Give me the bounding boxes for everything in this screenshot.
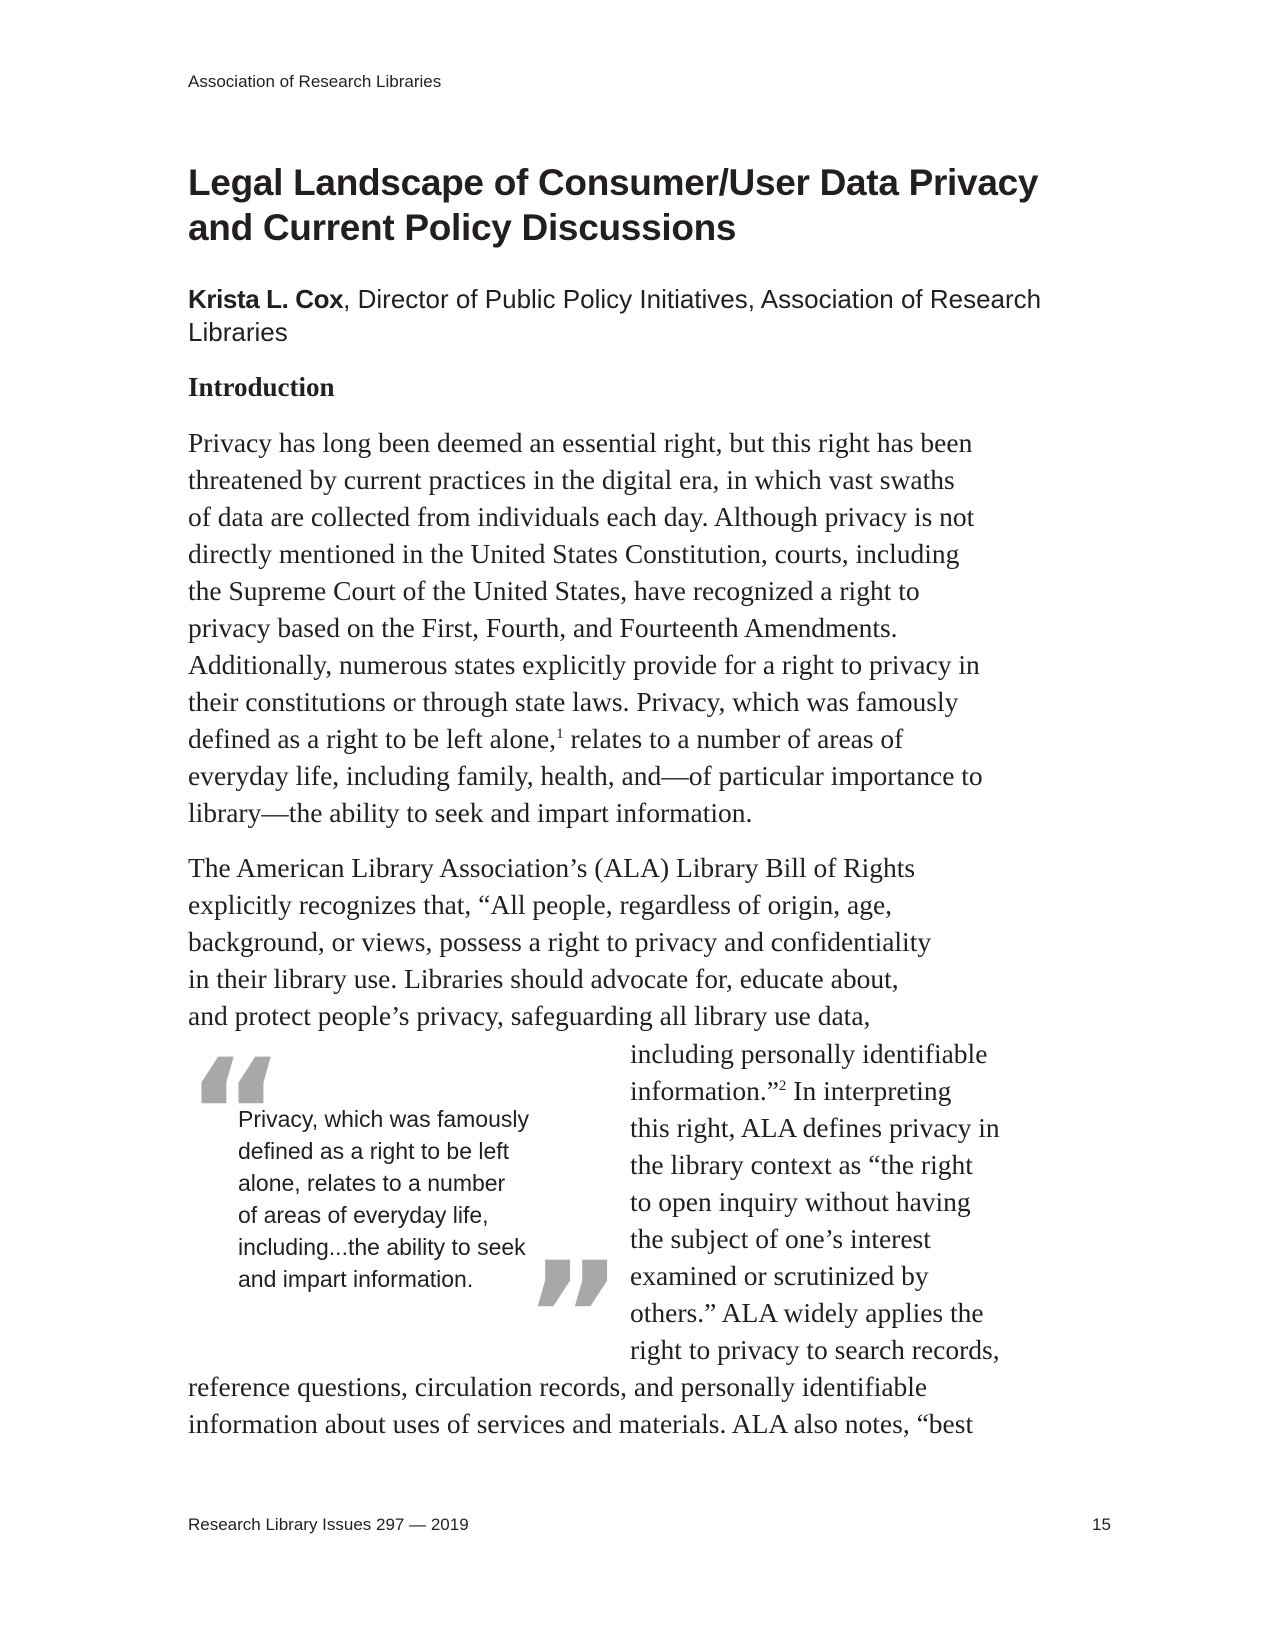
text-line xyxy=(188,720,1088,757)
page-number: 15 xyxy=(1092,1515,1111,1534)
pull-quote-line: alone, relates to a number xyxy=(238,1170,506,1196)
text-line: information about uses of services and materials. ALA also notes, “best xyxy=(188,1408,974,1439)
text-line: the Supreme Court of the United States, have recognized a right to xyxy=(188,575,920,606)
text-line: others.” ALA widely applies the xyxy=(630,1297,984,1328)
text-line: explicitly recognizes that, “All people, regardless of origin, age, xyxy=(188,889,893,920)
open-quote-icon: “ xyxy=(186,1028,275,1202)
article-title xyxy=(188,160,1088,250)
paragraph-introduction-2 xyxy=(188,849,1088,1034)
author-affiliation: , Director of Public Policy Initiatives, Association of Research xyxy=(343,284,1042,314)
text-line: examined or scrutinized by xyxy=(630,1260,929,1291)
text-line: of data are collected from individuals each day. Although privacy is not xyxy=(188,501,975,532)
close-quote-icon: ” xyxy=(524,1231,613,1405)
pull-quote-line: including...the ability to seek xyxy=(238,1234,526,1260)
footnote-ref-1[interactable]: 1 xyxy=(556,725,564,742)
text-span: In interpreting xyxy=(786,1075,952,1106)
pull-quote-line: defined as a right to be left xyxy=(238,1138,510,1164)
author-affiliation-cont: Libraries xyxy=(188,317,288,347)
text-line: threatened by current practices in the digital era, in which vast swaths xyxy=(188,464,955,495)
paragraph-introduction-1 xyxy=(188,424,1088,831)
text-line: including personally identifiable xyxy=(630,1038,988,1069)
footnote-ref-2[interactable]: 2 xyxy=(778,1077,787,1094)
section-heading: Introduction xyxy=(188,372,335,402)
text-line: their constitutions or through state laws. Privacy, which was famously xyxy=(188,686,959,717)
text-line: and protect people’s privacy, safeguarding all library use data, xyxy=(188,1000,871,1031)
running-head: Association of Research Libraries xyxy=(188,72,442,91)
text-line xyxy=(630,1072,1080,1109)
paragraph-introduction-2-wrap xyxy=(630,1035,1080,1368)
text-line: reference questions, circulation records, and personally identifiable xyxy=(188,1371,928,1402)
text-line: the subject of one’s interest xyxy=(630,1223,931,1254)
text-span: information.” xyxy=(630,1075,779,1106)
text-span: defined as a right to be left alone, xyxy=(188,723,557,754)
byline xyxy=(188,283,1088,349)
text-line: The American Library Association’s (ALA) Library Bill of Rights xyxy=(188,852,916,883)
text-line: this right, ALA defines privacy in xyxy=(630,1112,1000,1143)
text-line: background, or views, possess a right to privacy and confidentiality xyxy=(188,926,932,957)
text-line: Additionally, numerous states explicitly provide for a right to privacy in xyxy=(188,649,980,680)
pull-quote-line: of areas of everyday life, xyxy=(238,1202,489,1228)
text-line: right to privacy to search records, xyxy=(630,1334,1000,1365)
footer-publication: Research Library Issues 297 — 2019 xyxy=(188,1515,469,1534)
author-name: Krista L. Cox xyxy=(188,284,344,314)
title-line: and Current Policy Discussions xyxy=(188,207,737,248)
text-line: library—the ability to seek and impart information. xyxy=(188,797,753,828)
pull-quote-line: and impart information. xyxy=(238,1266,474,1292)
text-line: the library context as “the right xyxy=(630,1149,973,1180)
text-line: in their library use. Libraries should advocate for, educate about, xyxy=(188,963,899,994)
title-line: Legal Landscape of Consumer/User Data Privacy xyxy=(188,162,1039,203)
text-line: everyday life, including family, health, and—of particular importance to xyxy=(188,760,983,791)
text-line: Privacy has long been deemed an essential right, but this right has been xyxy=(188,427,973,458)
text-line: privacy based on the First, Fourth, and Fourteenth Amendments. xyxy=(188,612,898,643)
text-line: to open inquiry without having xyxy=(630,1186,971,1217)
text-line: directly mentioned in the United States Constitution, courts, including xyxy=(188,538,960,569)
pull-quote-line: Privacy, which was famously xyxy=(238,1106,529,1132)
text-span: relates to a number of areas of xyxy=(563,723,904,754)
paragraph-introduction-2-cont xyxy=(188,1368,1088,1442)
